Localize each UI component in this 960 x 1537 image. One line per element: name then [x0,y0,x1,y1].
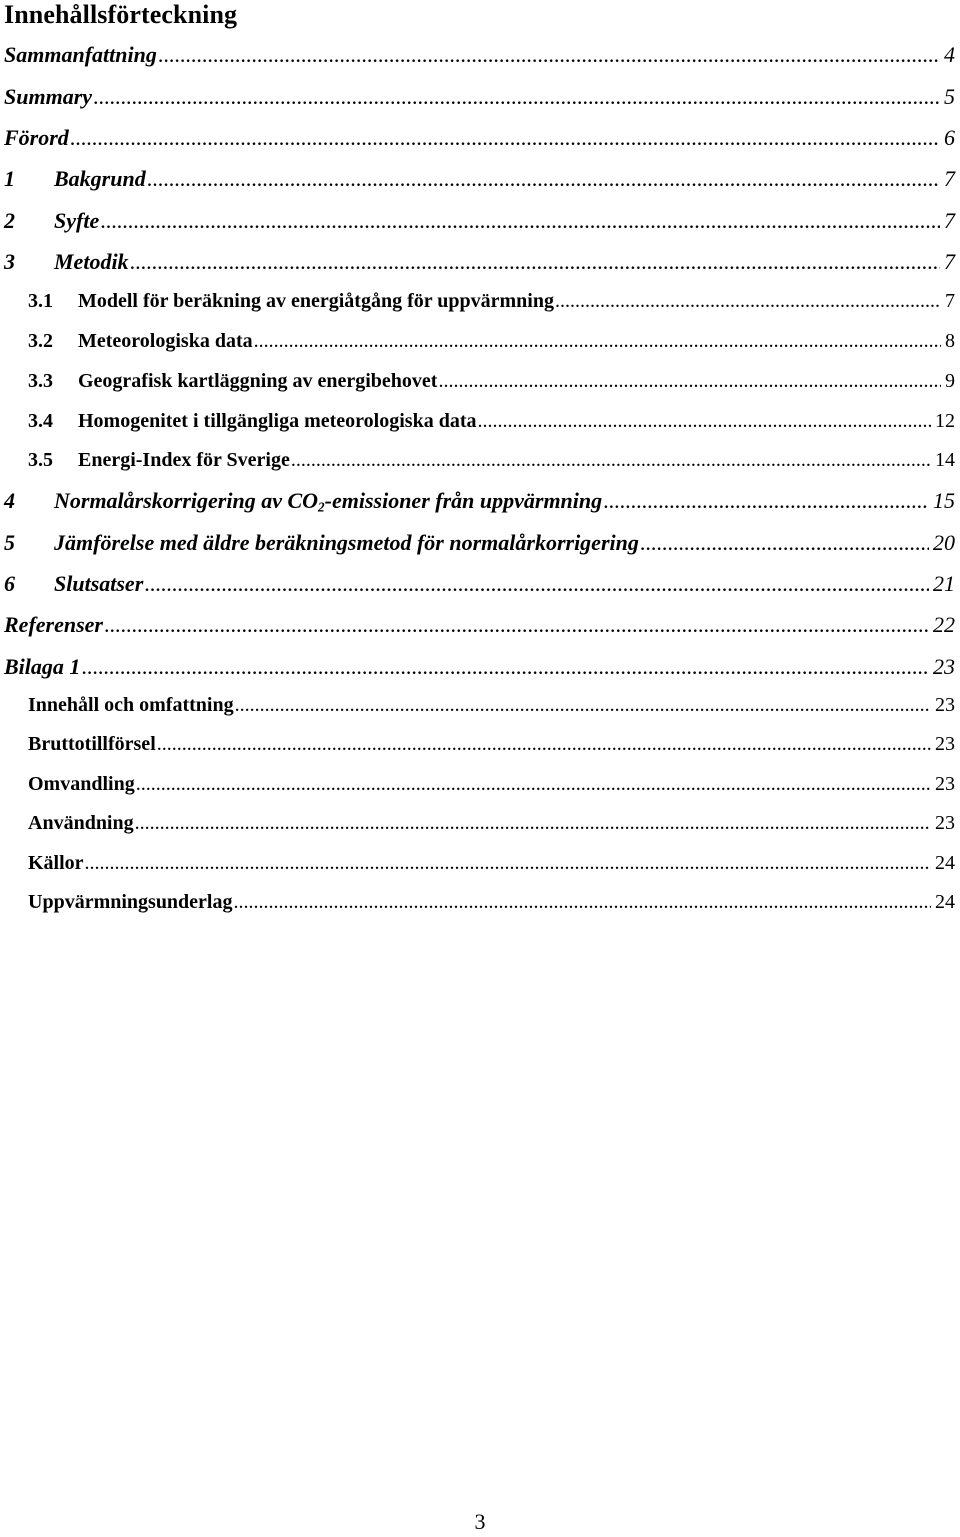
toc-entry-page: 9 [945,370,955,392]
toc-entry[interactable] [0,410,955,440]
toc-entry[interactable] [0,812,955,842]
toc-entry-title: Metodik [54,249,129,274]
toc-dot-leader [81,654,929,680]
toc-entry-page: 6 [944,125,955,150]
toc-entry-title: Homogenitet i tillgängliga meteorologiska data [78,410,477,432]
toc-entry-number: 4 [4,488,15,513]
toc-entry-page: 7 [944,166,955,191]
toc-entry-page: 23 [935,812,955,834]
toc-entry-number: 3.5 [28,449,53,471]
toc-entry-page: 12 [935,410,955,432]
toc-entry-title: Sammanfattning [4,42,157,67]
toc-entry-number: 3.2 [28,330,53,352]
toc-dot-leader [555,290,941,313]
toc-entry[interactable] [0,891,955,921]
toc-entry-title: Bilaga 1 [4,654,81,679]
toc-dot-leader [147,166,940,192]
toc-entry[interactable] [0,42,955,72]
toc-entry-page: 23 [935,694,955,716]
toc-entry[interactable] [0,249,955,279]
toc-entry[interactable] [0,370,955,400]
toc-dot-leader [478,410,932,433]
toc-entry-title: Uppvärmningsunderlag [28,891,233,913]
toc-dot-leader [70,125,940,151]
toc-entry-title-part: -emissioner från uppvärmning [324,488,603,513]
toc-entry-page: 23 [935,773,955,795]
toc-entry-page: 7 [945,290,955,312]
toc-entry-title: Slutsatser [54,571,144,596]
toc-entry-number: 1 [4,166,15,191]
toc-dot-leader [438,370,941,393]
toc-dot-leader [640,530,929,556]
toc-entry-title-subscript: 2 [318,499,325,515]
toc-entry-title: Syfte [54,208,100,233]
toc-dot-leader [158,42,940,68]
toc-dot-leader [235,694,931,717]
toc-entry-title: Innehåll och omfattning [28,694,234,716]
toc-entry-number: 3.3 [28,370,53,392]
toc-entry-page: 7 [944,208,955,233]
toc-dot-leader [157,733,931,756]
toc-entry[interactable] [0,208,955,238]
toc-dot-leader [254,330,941,353]
toc-entry[interactable] [0,654,955,684]
toc-dot-leader [93,84,940,110]
toc-entry-page: 20 [933,530,955,555]
toc-dot-leader [234,891,932,914]
toc-entry-page: 14 [935,449,955,471]
toc-entry-number: 6 [4,571,15,596]
toc-dot-leader [104,612,929,638]
toc-entry[interactable] [0,694,955,724]
toc-entry-page: 24 [935,891,955,913]
toc-entry[interactable] [0,852,955,882]
toc-entry[interactable] [0,84,955,114]
toc-dot-leader [85,852,931,875]
toc-entry[interactable] [0,773,955,803]
toc-entry-title: Jämförelse med äldre beräkningsmetod för normalårkorrigering [54,530,639,555]
toc-entry-number: 2 [4,208,15,233]
toc-entry-title: Meteorologiska data [78,330,253,352]
toc-entry-title: Referenser [4,612,103,637]
toc-entry-page: 24 [935,852,955,874]
toc-entry-page: 4 [944,42,955,67]
toc-entry[interactable] [0,733,955,763]
toc-entry-title: Summary [4,84,93,109]
toc-entry[interactable] [0,571,955,601]
toc-dot-leader [144,571,929,597]
toc-entry[interactable] [0,612,955,642]
toc-entry-page: 8 [945,330,955,352]
toc-entry-page: 7 [944,249,955,274]
toc-entry-number: 5 [4,530,15,555]
toc-entry-title: Förord [4,125,69,150]
toc-entry-title: Energi-Index för Sverige [78,449,290,471]
toc-dot-leader [100,208,940,234]
toc-entry-page: 23 [933,654,955,679]
toc-dot-leader [136,773,931,796]
toc-entry-number: 3 [4,249,15,274]
toc-entry-title: Modell för beräkning av energiåtgång för uppvärmning [78,290,554,312]
toc-entry-title [54,488,602,515]
toc-dot-leader [603,488,929,514]
toc-entry[interactable] [0,330,955,360]
toc-entry[interactable] [0,166,955,196]
toc-entry[interactable] [0,125,955,155]
toc-entry[interactable] [0,290,955,320]
toc-entry-page: 5 [944,84,955,109]
toc-entry-page: 21 [933,571,955,596]
toc-entry-page: 15 [933,488,955,513]
toc-heading: Innehållsförteckning [4,0,238,29]
toc-entry-title: Bruttotillförsel [28,733,156,755]
toc-entry-title: Geografisk kartläggning av energibehovet [78,370,438,392]
toc-entry-title: Bakgrund [54,166,146,191]
toc-entry-title: Användning [28,812,134,834]
toc-entry-number: 3.4 [28,410,53,432]
toc-dot-leader [291,449,931,472]
toc-entry[interactable] [0,488,955,518]
toc-entry-number: 3.1 [28,290,53,312]
toc-dot-leader [130,249,940,275]
toc-entry[interactable] [0,449,955,479]
page-number: 3 [474,1509,486,1534]
toc-entry[interactable] [0,530,955,560]
toc-entry-page: 23 [935,733,955,755]
toc-dot-leader [135,812,931,835]
toc-entry-title: Omvandling [28,773,135,795]
toc-entry-title: Källor [28,852,84,874]
toc-entry-title-part: Normalårskorrigering av CO [54,488,319,513]
toc-entry-page: 22 [933,612,955,637]
